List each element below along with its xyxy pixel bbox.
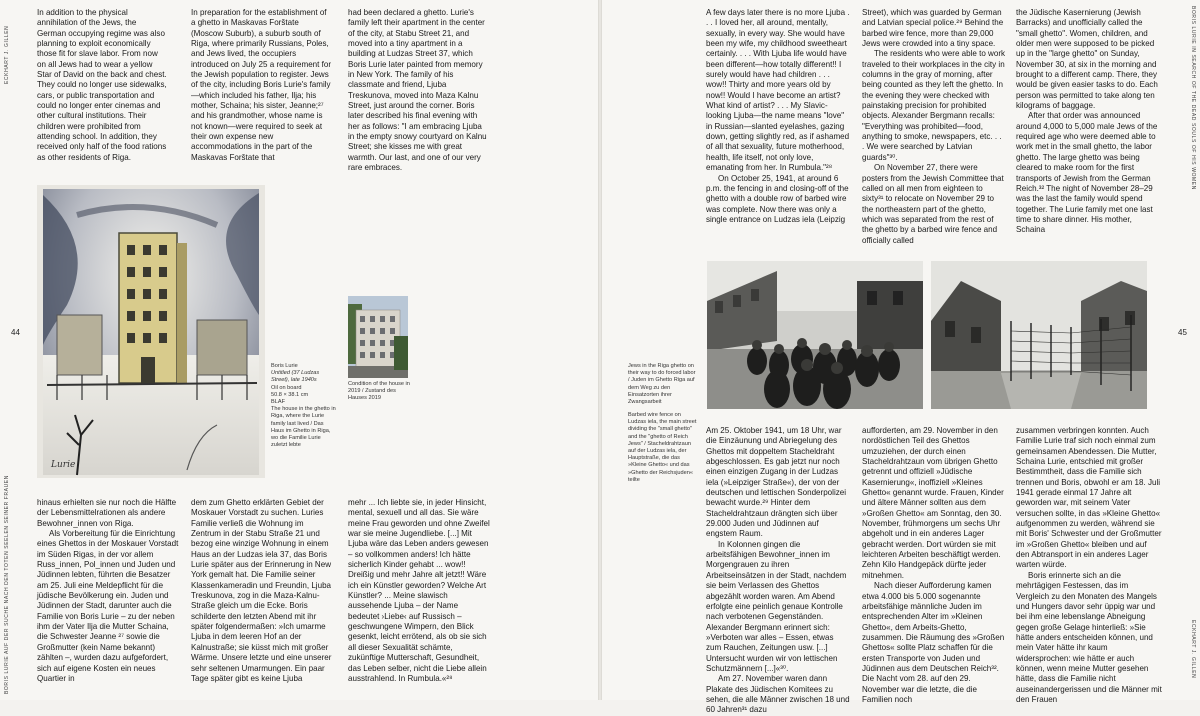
paragraph: After that order was announced around 4,000 to 5,000 male Jews of the required age who were deemed able to work met in the small ghetto, the labor ghetto. The large ghetto was being cleared to make room for the first transports of Jewish from the German Reich.³² The night of November 28–29 was the last the family would spend together. The Lurie family met one last time to share dinner. His mother, Schaina [1016, 111, 1158, 235]
ghetto-photo-1 [707, 261, 923, 409]
house-photo-illustration [348, 296, 408, 378]
right-de-column-2 [862, 426, 1006, 704]
ghetto-photo2-caption: Barbed wire fence on Ludzas iela, the main street dividing the "small ghetto" and the "ghetto of Reich Jews" / Stacheldrahtzaun auf der Ludzas iela, der Hauptstraße, die das »Kleine Ghetto« und das »Ghetto der Reichsjuden« teilte [628, 412, 697, 483]
caption-title [271, 370, 337, 384]
ghetto-photo-1-illustration [707, 261, 923, 409]
caption-credit: BLAF [271, 399, 285, 406]
left-de-column-3 [348, 498, 490, 698]
painting-image [37, 185, 265, 478]
running-head-right-bottom: ECKHART J. GILLEN [1190, 620, 1196, 679]
house-caption: Condition of the house in 2019 / Zustand des Hauses 2019 [348, 381, 410, 402]
ghetto-photo-2-illustration [931, 261, 1147, 409]
caption-medium: Oil on board [271, 384, 302, 391]
paragraph: hinaus erhielten sie nur noch die Hälfte der Lebensmittelrationen als andere Bewohner_innen von Riga. [37, 498, 177, 528]
paragraph: Am 25. Oktober 1941, um 18 Uhr, war die Einzäunung und Abriegelung des Ghettos mit doppeltem Stacheldraht abgeschlossen. Es gab jetzt nur noch einen einzigen Zugang in der Ludzas iela (»Leipziger Straße«), der von der deutschen und lettischen Sonderpolizei bewacht wurde.²⁹ Hinter dem Stacheldrahtzaun drängten sich über 29.000 Juden und Jüdinnen auf engstem Raum. [706, 426, 847, 539]
left-en-column-1 [37, 8, 167, 184]
page-number-left: 44 [11, 328, 20, 337]
right-en-column-1 [706, 8, 850, 244]
ghetto-photo1-caption: Jews in the Riga ghetto on their way to do forced labor / Juden im Ghetto Riga auf dem Weg zu den Einsatzorten ihrer Zwangsarbeit [628, 363, 696, 406]
painting-signature: Lurie [51, 460, 76, 470]
paragraph: A few days later there is no more Ljuba . . . I loved her, all around, mentally, sexually, in every way. She would have been my wife, my childhood sweetheart certainly. . . . With Ljuba life would have been different—how totally different!! I surely would have had children . . . wow!! Thirty and more years old by now!! Would I have become an artist? What kind of artist? . . . My Slavic-looking Ljuba—the name means "love" in Russian—slanted eyelashes, gazing down, getting slightly red, as if ashamed of all that sexuality, future motherhood, health, life itself, not only love, emanating from her. In Rumbula."²⁸ [706, 8, 850, 173]
paragraph: mehr ... Ich liebte sie, in jeder Hinsicht, mental, sexuell und all das. Sie wäre meine Frau geworden und ohne Zweifel war sie meine Jugendliebe. [...] Mit Ljuba wäre das Leben anders gewesen – so vollkommen anders! Ich hätte sicherlich Kinder gehabt ... wow!! Dreißig und mehr Jahre alt jetzt!! Wäre ich ein Künstler geworden? Welche Art Künstler? ... Meine slawisch aussehende Ljuba – der Name bedeutet ›Liebe‹ auf Russisch – geschwungene Wimpern, den Blick gesenkt, leicht errötend, als ob sie sich all dieser Sexualität schämte, zukünftige Mutterschaft, Gesundheit, das Leben selber, nicht die Liebe allein ausstrahlend. In Rumbula.«²⁸ [348, 498, 490, 683]
right-en-column-3 [1016, 8, 1162, 244]
paragraph: Nach dieser Aufforderung kamen etwa 4.000 bis 5.000 sogenannte arbeitsfähige männliche Juden im entsprechenden Alter im »Kleinen Ghetto«, dem Arbeits-Ghetto, zusammen. Die Räumung des »Großen Ghettos« sollte Platz schaffen für die ersten Transporte von Juden und Jüdinnen aus dem Deutschen Reich³². Die Nacht vom 28. auf den 29. November war die letzte, die die Familien noch [862, 581, 1005, 704]
left-page [0, 0, 598, 700]
paragraph: In addition to the physical annihilation of the Jews, the German occupying regime was also planning to exploit economically those fit for slave labor. From now on all Jews had to wear a yellow Star of David on the back and chest. They could no longer use sidewalks, cars, or public transportation and could no longer enter cinemas and other cultural institutions. Their children were prohibited from attending school. In addition, they received only half of the food rations as other residents of Riga. [37, 8, 167, 162]
right-de-column-1 [706, 426, 850, 715]
paragraph: The residents who were able to work traveled to their workplaces in the city in columns in the gray of morning, after being counted as they left the ghetto. In the evening they were checked with painstaking precision for prohibited objects. Alexander Bergmann recalls: "Everything was prohibited—food, anything to smoke, newspapers, etc. . . . We were searched by Latvian guards"³⁰. [862, 49, 1006, 162]
caption-dims: 50.8 × 38.1 cm [271, 391, 309, 398]
running-head-left-top: ECKHART J. GILLEN [4, 25, 10, 84]
caption-desc: The house in the ghetto in Riga, where the Lurie family last lived / Das Haus im Ghetto in Riga, wo die Familie Lurie zuletzt lebte [271, 406, 336, 449]
page-number-right: 45 [1178, 328, 1187, 337]
paragraph: In preparation for the establishment of a ghetto in Maskavas Forštate (Moscow Suburb), a suburb south of Riga, where primarily Russians, Poles, and Jews lived, the occupiers introduced on July 25 a requirement for the Jewish population to register. Jews of the city, including Boris Lurie's family—which included his father, Ilja; his mother, Schaina; his sister, Jeanne;²⁷ and his grandmother, whose name is not known—were required to seek at their own expense new accommodations in the part of the Maskavas Forštate that [191, 8, 332, 162]
left-de-column-2 [191, 498, 333, 698]
running-head-right-top: BORIS LURIE IN SEARCH OF THE DEAD SOULS OF HIS WOMEN [1190, 6, 1196, 190]
painting-caption [271, 363, 337, 449]
paragraph: Street), which was guarded by German and Latvian special police.²⁹ Behind the barbed wire fence, more than 29,000 Jews were crowded into a tiny space. [862, 8, 1004, 49]
running-head-left-bottom: BORIS LURIE AUF DER SUCHE NACH DEN TOTEN SEELEN SEINER FRAUEN [4, 475, 10, 694]
paragraph: On November 27, there were posters from the Jewish Committee that called on all men from eighteen to sixty³¹ to relocate on November 29 to the northeastern part of the ghetto, which was separated from the rest of the ghetto by a barbed wire fence and officially called [862, 163, 1004, 245]
paragraph: On October 25, 1941, at around 6 p.m. the fencing in and closing-off of the ghetto with a double row of barbed wire was complete. Now there was only a single entrance on Ludzas iela (Leipzig [706, 173, 849, 224]
left-en-column-3 [348, 8, 490, 184]
right-en-column-2 [862, 8, 1006, 244]
caption-artist: Boris Lurie [271, 363, 298, 369]
right-de-column-3 [1016, 426, 1162, 704]
left-de-column-1 [37, 498, 179, 698]
paragraph: had been declared a ghetto. Lurie's family left their apartment in the center of the city, at Stabu Street 21, and moved into a tiny apartment in a building at Ludzas Street 37, which Boris Lurie later painted from memory in New York. The family of his classmate and friend, Ljuba Treskunova, moved into Maza Kalnu Street, just around the corner. Boris later described his final evening with her as follows: "I am embracing Ljuba in the empty snowy courtyard on Kalnu Street; she kisses me with great warmth. Our last, and one of our very rare embraces. [348, 8, 487, 173]
ghetto-photo-2 [931, 261, 1147, 409]
paragraph: the Jüdische Kasernierung (Jewish Barracks) and unofficially called the "small ghetto". Women, children, and older men were supposed to be picked up in the "large ghetto" on Sunday, November 30, at six in the morning and brought to a different camp. There, they would be given easier tasks to do. Each person was permitted to take along ten kilograms of baggage. [1016, 8, 1158, 111]
left-en-column-2 [191, 8, 331, 184]
paragraph: In Kolonnen gingen die arbeitsfähigen Bewohner_innen im Morgengrauen zu ihren Arbeitseinsätzen in der Stadt, nachdem sie beim Verlassen des Ghettos abgezählt worden waren. Am Abend erfolgte eine peinlich genaue Kontrolle nach verbotenen Gegenständen. Alexander Bergmann erinnert sich: »Verboten war alles – Essen, etwas zum Rauchen, Zeitungen usw. [...] Untersucht wurden wir von lettischen Schutzmännern [...]«³⁰. [706, 539, 847, 673]
house-photo [348, 296, 408, 378]
paragraph: dem zum Ghetto erklärten Gebiet der Moskauer Vorstadt zu suchen. Luries Familie verließ die Wohnung im Zentrum in der Stabu Straße 21 und bezog eine winzige Wohnung in einem Haus an der Ludzas iela 37, das Boris Lurie später aus der Erinnerung in New York gemalt hat. Die Familie seiner Klassenkameradin und Freundin, Ljuba Treskunova, zog in die Maza-Kalnu-Straße gleich um die Ecke. Boris schilderte den letzten Abend mit ihr später folgendermaßen: »Ich umarme Ljuba in dem leeren Hof an der Kalnustraße; sie küsst mich mit großer Wärme. Unsere letzte und eine unserer sehr seltenen Umarmungen. Ein paar Tage später gibt es keine Ljuba [191, 498, 332, 683]
paragraph: aufforderten, am 29. November in den nordöstlichen Teil des Ghettos umzuziehen, der durch einen Stacheldrahtzaun vom übrigen Ghetto getrennt und offiziell »Jüdische Kasernierung«, inoffiziell »Kleines Ghetto« genannt wurde. Frauen, Kinder und ältere Männer sollten aus dem »Großen Ghetto« am Sonntag, den 30. November, frühmorgens um sechs Uhr abgeholt und in ein anderes Lager gebracht werden. Dort würden sie mit leichteren Arbeiten beschäftigt werden. Zehn Kilo Handgepäck dürfte jeder mitnehmen. [862, 426, 1004, 580]
paragraph: Am 27. November waren dann Plakate des Jüdischen Komitees zu sehen, die alle Männer zwischen 18 und 60 Jahren³¹ dazu [706, 674, 850, 715]
paragraph: Als Vorbereitung für die Einrichtung eines Ghettos in der Moskauer Vorstadt im Süden Rigas, in der vor allem Russ_innen, Pol_innen und Juden und Jüdinnen lebten, führten die Besatzer am 25. Juli eine Meldepflicht für die jüdische Bevölkerung ein. Juden und Jüdinnen der Stadt, darunter auch die Familie von Boris Lurie – zu der neben ihm der Vater Ilja die Mutter Schaina, die Schwester Jeanne ²⁷ sowie die Großmutter (kein Name bekannt) zählten –, wurden dazu aufgefordert, sich auf eigene Kosten ein neues Quartier in [37, 529, 179, 683]
paragraph: Boris erinnerte sich an die mehrtägigen Festessen, das im Vergleich zu den Monaten des Mangels und Hungers davor sehr üppig war und bei ihm eine lebenslange Abneigung gegen große Gelage hinterließ: »Sie hätte anders entscheiden können, und mein Vater hätte ihr kaum widersprochen: wie hätte er auch können, wenn meine Mutter gesehen hätte, dass die Familie nicht auseinandergerissen und die Männer mit den Frauen [1016, 570, 1162, 704]
painting-illustration [37, 185, 265, 478]
paragraph: zusammen verbringen konnten. Auch Familie Lurie traf sich noch einmal zum gemeinsamen Abendessen. Die Mutter, Schaina Lurie, entschied mit großer Bestimmtheit, dass die Familie sich trennen und Boris, obwohl er am 18. Juli 1941 gerade einmal 17 Jahre alt geworden war, mit seinem Vater versuchen sollte, in das »Kleine Ghetto« aufgenommen zu werden, während sie mit Boris' Schwester und der Großmutter im »Großen Ghetto« bleiben und auf den Abtransport in ein anderes Lager warten würde. [1016, 426, 1162, 570]
caption-title-text: Untitled (37 Ludzas Street), late 1940s [271, 370, 320, 384]
